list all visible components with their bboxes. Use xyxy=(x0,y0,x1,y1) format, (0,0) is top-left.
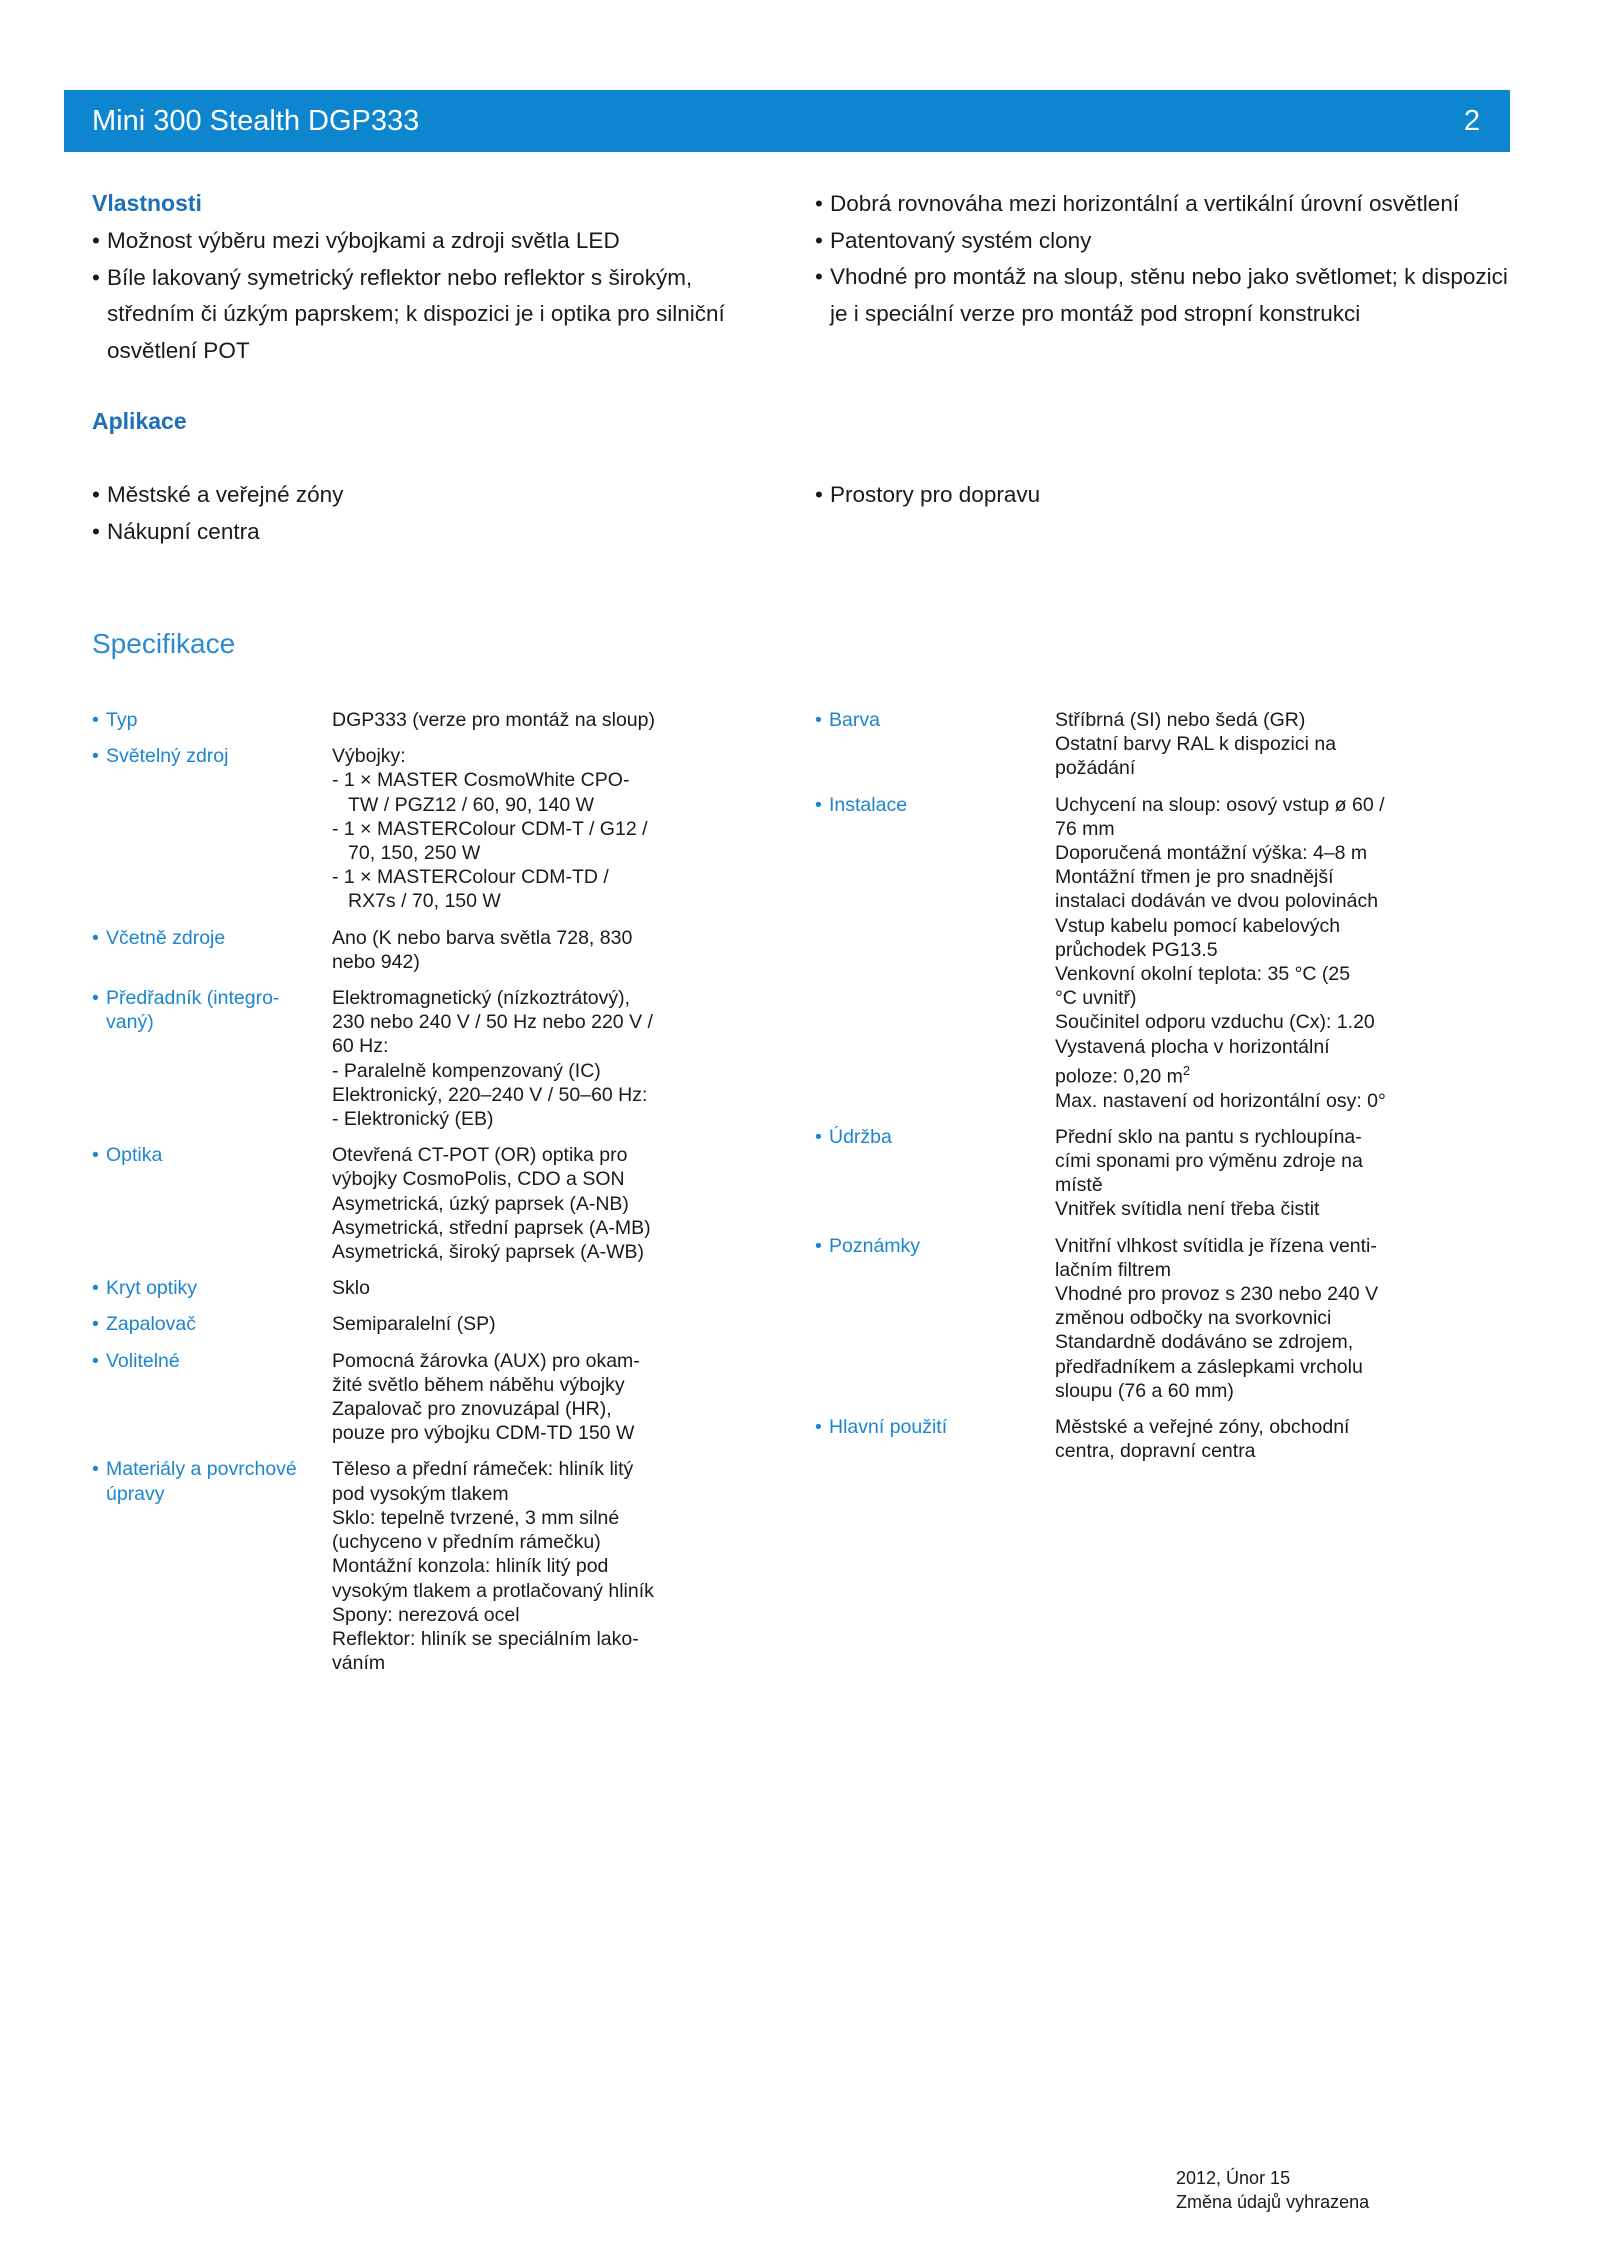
spec-row xyxy=(815,793,1475,1113)
spec-value-line: Venkovní okolní teplota: 35 °C (25 xyxy=(1055,963,1351,986)
spec-row xyxy=(815,1234,1475,1403)
spec-value-line: Vstup kabelu pomocí kabelových xyxy=(1055,914,1341,937)
spec-value-line: - Elektronický (EB) xyxy=(332,1108,494,1131)
spec-value-line: Stříbrná (SI) nebo šedá (GR) xyxy=(1055,709,1306,731)
footer-date: 2012, Únor 15 xyxy=(1176,2168,1291,2188)
spec-value-line: - 1 × MASTERColour CDM-T / G12 / xyxy=(332,817,648,840)
spec-value-line: 70, 150, 250 W xyxy=(348,842,481,865)
spec-value xyxy=(1055,1125,1475,1222)
spec-label: • Typ xyxy=(92,708,302,732)
spec-value-line: poloze: 0,20 $m^2$ xyxy=(1055,1062,1191,1088)
spec-value xyxy=(332,1312,712,1336)
spec-value-line: Výbojky: xyxy=(332,745,406,768)
list-item: • Dobrá rovnováha mezi horizontální a vertikální úrovní osvětlení xyxy=(815,186,1515,223)
list-item: • Vhodné pro montáž na sloup, stěnu nebo jako světlomet; k dispozici je i speciální verze pro montáž pod stropní konstrukci xyxy=(815,259,1515,332)
list-item: • Nákupní centra xyxy=(92,514,792,551)
spec-value-line: Vnitřní vlhkost svítidla je řízena venti- xyxy=(1055,1234,1377,1257)
spec-value xyxy=(1055,708,1475,781)
spec-value-line: Reflektor: hliník se speciálním lako- xyxy=(332,1627,639,1650)
spec-value-line: Sklo xyxy=(332,1277,370,1300)
spec-value xyxy=(332,708,712,732)
list-item: • Patentovaný systém clony xyxy=(815,223,1515,260)
spec-value-line: pod vysokým tlakem xyxy=(332,1482,509,1505)
vlastnosti-title: Vlastnosti xyxy=(92,190,202,216)
spec-value-line: Spony: nerezová ocel xyxy=(332,1603,520,1626)
spec-value-line: vysokým tlakem a protlačovaný hliník xyxy=(332,1579,654,1602)
specifikace-title: Specifikace xyxy=(92,628,236,659)
spec-value xyxy=(1055,793,1475,1113)
spec-value-line: Asymetrická, úzký paprsek (A-NB) xyxy=(332,1192,629,1215)
spec-value-line: Elektromagnetický (nízkoztrátový), xyxy=(332,987,631,1010)
spec-value-line: Součinitel odporu vzduchu (Cx): 1.20 xyxy=(1055,1011,1375,1034)
spec-label: • Optika xyxy=(92,1143,302,1167)
vlastnosti-right-list xyxy=(815,186,1515,332)
spec-value-line: Standardně dodáváno se zdrojem, xyxy=(1055,1331,1354,1354)
spec-value-line: místě xyxy=(1055,1174,1103,1197)
spec-value-line: Ano (K nebo barva světla 728, 830 xyxy=(332,926,633,949)
spec-value-line: Vnitřek svítidla není třeba čistit xyxy=(1055,1198,1320,1221)
aplikace-title: Aplikace xyxy=(92,408,187,434)
spec-value-line: Max. nastavení od horizontální osy: 0° xyxy=(1055,1089,1386,1112)
spec-value-line: Asymetrická, široký paprsek (A-WB) xyxy=(332,1241,645,1264)
spec-label: • Volitelné xyxy=(92,1349,302,1373)
spec-value xyxy=(1055,1234,1475,1403)
spec-value-line: pouze pro výbojku CDM-TD 150 W xyxy=(332,1422,635,1445)
spec-value-line: Otevřená CT-POT (OR) optika pro xyxy=(332,1144,628,1167)
spec-value-line: Zapalovač pro znovuzápal (HR), xyxy=(332,1398,612,1421)
spec-value-line: - Paralelně kompenzovaný (IC) xyxy=(332,1059,601,1082)
aplikace-right-list xyxy=(815,477,1515,514)
spec-row xyxy=(92,1457,712,1675)
spec-value-line: váním xyxy=(332,1652,386,1675)
spec-row xyxy=(92,986,712,1131)
spec-row xyxy=(815,708,1475,781)
spec-label: • Předřadník (integro- vaný) xyxy=(92,986,302,1034)
spec-value-line: Městské a veřejné zóny, obchodní xyxy=(1055,1415,1350,1438)
list-item: • Bíle lakovaný symetrický reflektor nebo reflektor s širokým, středním či úzkým paprskem; k dispozici je i optika pro silniční osvětlení POT xyxy=(92,260,792,370)
spec-value xyxy=(332,926,712,974)
spec-left-column xyxy=(92,708,712,1687)
spec-label: • Materiály a povrchové úpravy xyxy=(92,1457,302,1505)
spec-value xyxy=(332,1457,712,1675)
spec-row xyxy=(92,1312,712,1336)
spec-value-line: lačním filtrem xyxy=(1055,1258,1171,1281)
spec-value-line: Sklo: tepelně tvrzené, 3 mm silné xyxy=(332,1506,620,1529)
footer xyxy=(1176,2166,1369,2214)
spec-value xyxy=(332,1143,712,1264)
spec-row xyxy=(815,1125,1475,1222)
spec-value-line: DGP333 (verze pro montáž na sloup) xyxy=(332,709,655,731)
spec-value-line: Montážní třmen je pro snadnější xyxy=(1055,866,1334,889)
spec-row xyxy=(92,708,712,732)
spec-row xyxy=(92,744,712,913)
spec-label: • Barva xyxy=(815,708,1025,732)
spec-row xyxy=(92,1276,712,1300)
spec-value-line: průchodek PG13.5 xyxy=(1055,938,1218,961)
spec-value-line: - 1 × MASTERColour CDM-TD / xyxy=(332,866,609,889)
list-item: • Možnost výběru mezi výbojkami a zdroji světla LED xyxy=(92,223,792,260)
spec-value-line: centra, dopravní centra xyxy=(1055,1440,1256,1463)
spec-value xyxy=(332,744,712,913)
spec-value xyxy=(332,986,712,1131)
spec-label: • Světelný zdroj xyxy=(92,744,302,768)
page-header xyxy=(64,90,1510,152)
spec-row xyxy=(92,926,712,974)
spec-value-line: Montážní konzola: hliník litý pod xyxy=(332,1555,609,1578)
spec-value-line: (uchyceno v předním rámečku) xyxy=(332,1531,601,1554)
spec-value-line: 76 mm xyxy=(1055,817,1115,840)
spec-value-line: Semiparalelní (SP) xyxy=(332,1313,496,1336)
spec-value-line: °C uvnitř) xyxy=(1055,987,1137,1010)
list-item: • Prostory pro dopravu xyxy=(815,477,1515,514)
spec-value-line: Asymetrická, střední paprsek (A-MB) xyxy=(332,1216,651,1239)
spec-value-line: žité světlo během náběhu výbojky xyxy=(332,1373,625,1396)
spec-label: • Včetně zdroje xyxy=(92,926,302,950)
vlastnosti-left-list xyxy=(92,223,792,369)
spec-value-line: předřadníkem a záslepkami vrcholu xyxy=(1055,1355,1363,1378)
spec-value-line: Pomocná žárovka (AUX) pro okam- xyxy=(332,1349,640,1372)
spec-value-line: sloupu (76 a 60 mm) xyxy=(1055,1379,1234,1402)
spec-label: • Hlavní použití xyxy=(815,1415,1025,1439)
spec-value-line: 230 nebo 240 V / 50 Hz nebo 220 V / xyxy=(332,1011,653,1034)
spec-row xyxy=(92,1143,712,1264)
spec-value-line: Elektronický, 220–240 V / 50–60 Hz: xyxy=(332,1083,648,1106)
spec-value-line: Přední sklo na pantu s rychloupína- xyxy=(1055,1125,1362,1148)
spec-value-line: Ostatní barvy RAL k dispozici na xyxy=(1055,733,1337,756)
spec-value-line: změnou odbočky na svorkovnici xyxy=(1055,1307,1332,1330)
spec-label: • Kryt optiky xyxy=(92,1276,302,1300)
page-number: 2 xyxy=(1463,104,1480,137)
spec-label: • Zapalovač xyxy=(92,1312,302,1336)
spec-value-line: Vhodné pro provoz s 230 nebo 240 V xyxy=(1055,1282,1379,1305)
spec-value-line: Vystavená plocha v horizontální xyxy=(1055,1035,1330,1058)
spec-value xyxy=(332,1349,712,1446)
spec-value-line: 60 Hz: xyxy=(332,1035,389,1058)
footer-note: Změna údajů vyhrazena xyxy=(1176,2192,1370,2212)
spec-value-line: RX7s / 70, 150 W xyxy=(348,890,501,913)
product-title: Mini 300 Stealth DGP333 xyxy=(92,104,420,137)
spec-value-line: Uchycení na sloup: osový vstup ø 60 / xyxy=(1055,793,1385,816)
spec-value-line: výbojky CosmoPolis, CDO a SON xyxy=(332,1168,625,1191)
aplikace-left-list xyxy=(92,477,792,550)
spec-value-line: Doporučená montážní výška: 4–8 m xyxy=(1055,842,1368,865)
list-item: • Městské a veřejné zóny xyxy=(92,477,792,514)
spec-value-line: TW / PGZ12 / 60, 90, 140 W xyxy=(348,793,595,816)
spec-value-line: požádání xyxy=(1055,757,1136,780)
spec-value xyxy=(332,1276,712,1300)
spec-value-line: nebo 942) xyxy=(332,950,420,973)
spec-right-column xyxy=(815,708,1475,1475)
spec-value-line: cími sponami pro výměnu zdroje na xyxy=(1055,1149,1363,1172)
spec-label: • Poznámky xyxy=(815,1234,1025,1258)
spec-value xyxy=(1055,1415,1475,1463)
spec-label: • Údržba xyxy=(815,1125,1025,1149)
spec-row xyxy=(92,1349,712,1446)
spec-value-line: instalaci dodáván ve dvou polovinách xyxy=(1055,890,1379,913)
spec-value-line: - 1 × MASTER CosmoWhite CPO- xyxy=(332,769,630,792)
spec-row xyxy=(815,1415,1475,1463)
spec-value-line: Těleso a přední rámeček: hliník litý xyxy=(332,1458,634,1481)
spec-label: • Instalace xyxy=(815,793,1025,817)
